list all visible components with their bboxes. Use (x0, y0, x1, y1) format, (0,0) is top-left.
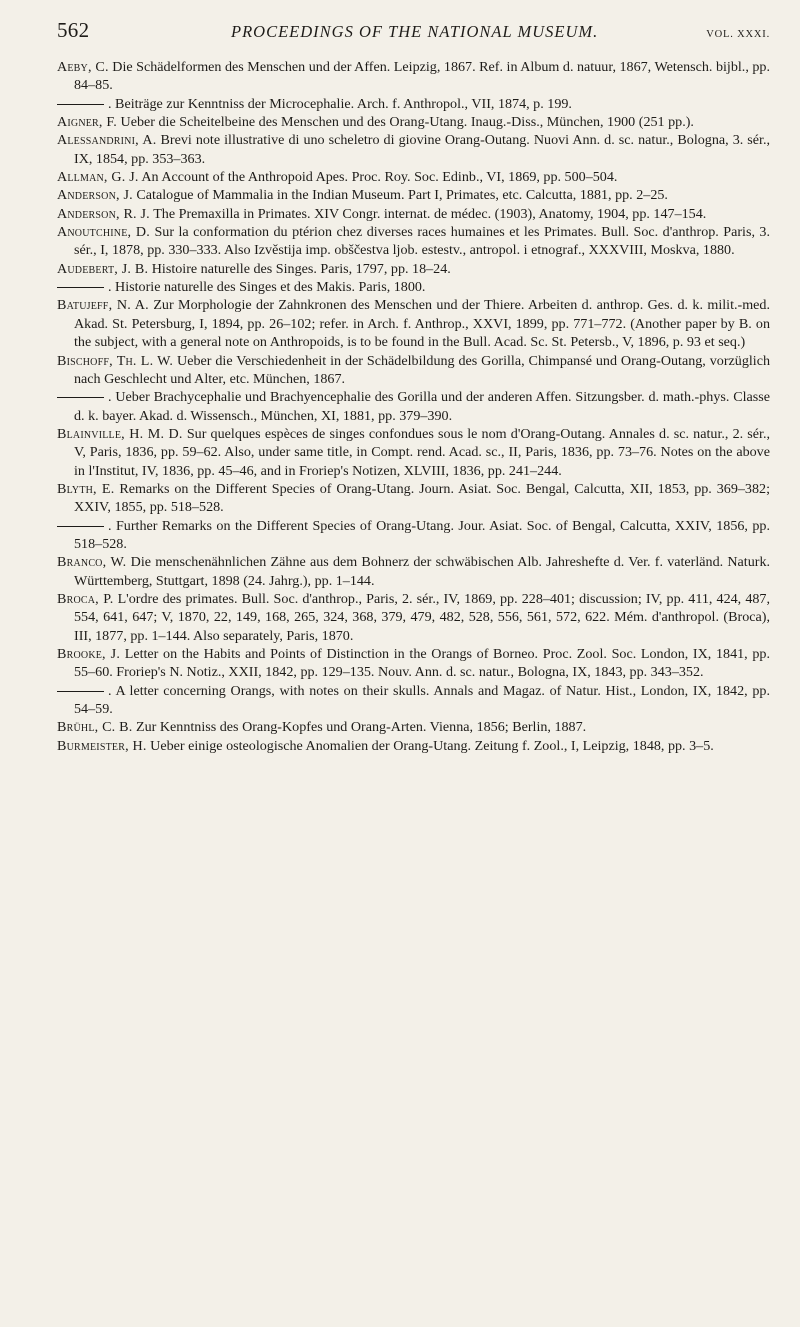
ditto-dash (57, 691, 104, 692)
bibliography-entry (57, 718, 770, 736)
entry-text: Catalogue of Mammalia in the Indian Museum. Part I, Primates, etc. Calcutta, 1881, pp. 2–25. (136, 187, 668, 204)
bibliography-entry (57, 645, 770, 682)
entry-text: Ueber einige osteologische Anomalien der Orang-Utang. Zeitung f. Zool., I, Leipzig, 1848, pp. 3–5. (150, 737, 714, 754)
entry-text: Historie naturelle des Singes et des Makis. Paris, 1800. (115, 279, 426, 296)
bibliography-entry: . Historie naturelle des Singes et des Makis. Paris, 1800. (57, 278, 770, 296)
entry-author: Batujeff, N. A. (57, 297, 149, 314)
entry-text: An Account of the Anthropoid Apes. Proc. Roy. Soc. Edinb., VI, 1869, pp. 500–504. (141, 169, 618, 186)
entry-text: Brevi note illustrative di uno scheletro di giovine Orang-Outang. Nuovi Ann. d. sc. natur., Bologna, 3. sér., IX, 1854, pp. 353–363. (74, 132, 771, 167)
volume-label: VOL. XXXI. (706, 29, 770, 40)
entry-text: Beiträge zur Kenntniss der Microcephalie. Arch. f. Anthropol., VII, 1874, p. 199. (115, 95, 572, 112)
bibliography-entry (57, 590, 770, 645)
ditto-dash (57, 287, 104, 288)
entry-text: Further Remarks on the Different Species of Orang-Utang. Jour. Asiat. Soc. of Bengal, Calcutta, XXIV, 1856, pp. 518–528. (74, 517, 771, 552)
running-title: PROCEEDINGS OF THE NATIONAL MUSEUM. (231, 22, 599, 41)
bibliography-entry (57, 131, 770, 168)
bibliography-entry (57, 352, 770, 389)
entry-author: Broca, P. (57, 590, 114, 607)
entry-author: Audebert, J. B. (57, 260, 149, 277)
entry-text: Histoire naturelle des Singes. Paris, 1797, pp. 18–24. (151, 260, 451, 277)
entry-author: Brühl, C. B. (57, 719, 133, 736)
entry-text: Die Schädelformen des Menschen und der Affen. Leipzig, 1867. Ref. in Album d. natuur, 1867, Wetensch. bijbl., pp. 84–85. (74, 59, 770, 94)
bibliography-entry (57, 113, 770, 131)
bibliography-entry (57, 425, 770, 480)
entry-author: Bischoff, Th. L. W. (57, 352, 174, 369)
running-header (57, 18, 770, 56)
entry-author: Anderson, J. (57, 187, 133, 204)
entry-text: Die menschenähnlichen Zähne aus dem Bohnerz der schwäbischen Alb. Jahreshefte d. Ver. f. vaterländ. Naturk. Württemberg, Stuttgart, 1898 (24. Jahrg.), pp. 1–144. (74, 554, 771, 589)
bibliography-entry (57, 205, 770, 223)
bibliography-entry: . Further Remarks on the Different Species of Orang-Utang. Jour. Asiat. Soc. of Bengal, Calcutta, XXIV, 1856, pp. 518–528. (57, 517, 770, 554)
bibliography-entry: . Ueber Brachycephalie und Brachyencephalie des Gorilla und der anderen Affen. Sitzungsber. d. math.-phys. Classe d. k. bayer. Akad. d. Wissensch., München, XI, 1881, pp. 379–390. (57, 388, 770, 425)
bibliography-entry (57, 480, 770, 517)
bibliography-entry: . Beiträge zur Kenntniss der Microcephalie. Arch. f. Anthropol., VII, 1874, p. 199. (57, 95, 770, 113)
bibliography-entry (57, 58, 770, 95)
entry-text: Ueber die Scheitelbeine des Menschen und des Orang-Utang. Inaug.-Diss., München, 1900 (251 pp.). (120, 114, 694, 131)
entry-text: Ueber Brachycephalie und Brachyencephalie des Gorilla und der anderen Affen. Sitzungsber. d. math.-phys. Classe d. k. bayer. Akad. d. Wissensch., München, XI, 1881, pp. 379–390. (74, 389, 771, 424)
bibliography-entry (57, 553, 770, 590)
bibliography-entry (57, 168, 770, 186)
entry-author: Allman, G. J. (57, 169, 139, 186)
bibliography-entry (57, 296, 770, 351)
bibliography-entry (57, 223, 770, 260)
entry-text: Letter on the Habits and Points of Distinction in the Orangs of Borneo. Proc. Zool. Soc. London, IX, 1841, pp. 55–60. Froriep's N. Notiz., XXII, 1842, pp. 129–135. Nouv. Ann. d. sc. natur., Bologna, IX, 1843, pp. 343–352. (74, 646, 770, 681)
bibliography-list (57, 58, 770, 755)
entry-author: Anoutchine, D. (57, 224, 150, 241)
entry-author: Alessandrini, A. (57, 132, 157, 149)
entry-author: Aeby, C. (57, 59, 109, 75)
entry-author: Brooke, J. (57, 646, 121, 662)
bibliography-entry (57, 186, 770, 204)
entry-text: Zur Kenntniss des Orang-Kopfes und Orang-Arten. Vienna, 1856; Berlin, 1887. (135, 719, 587, 736)
ditto-dash (57, 397, 104, 398)
bibliography-entry: . A letter concerning Orangs, with notes on their skulls. Annals and Magaz. of Natur. Hist., London, IX, 1842, pp. 54–59. (57, 682, 770, 719)
entry-text: A letter concerning Orangs, with notes on their skulls. Annals and Magaz. of Natur. Hist., London, IX, 1842, pp. 54–59. (74, 682, 770, 718)
entry-text: The Premaxilla in Primates. XIV Congr. internat. de médec. (1903), Anatomy, 1904, pp. 147–154. (153, 205, 707, 222)
entry-author: Anderson, R. J. (57, 205, 150, 222)
entry-author: Blainville, H. M. D. (57, 425, 183, 442)
entry-text: Sur la conformation du ptérion chez diverses races humaines et les Primates. Bull. Soc. d'anthrop. Paris, 3. sér., I, 1878, pp. 330–333. Also Izvěstija imp. obščestva ljob. estestv., antropol. i etnograf., XXXVIII, Moskva, 1880. (74, 224, 771, 259)
entry-text: L'ordre des primates. Bull. Soc. d'anthrop., Paris, 2. sér., IV, 1869, pp. 228–401; discussion; IV, pp. 411, 424, 487, 554, 641, 647; V, 1870, 22, 149, 168, 265, 324, 368, 379, 479, 482, 528, 556, 561, 572, 622. Mém. d'anthropol. (Broca), III, 1877, pp. 1–144. Also separately, Paris, 1870. (74, 590, 770, 644)
entry-author: Blyth, E. (57, 480, 115, 497)
page-number: 562 (57, 18, 90, 42)
entry-text: Zur Morphologie der Zahnkronen des Menschen und der Thiere. Arbeiten d. anthrop. Ges. d. k. milit.-med. Akad. St. Petersburg, I, 1894, pp. 26–102; refer. in Arch. f. Anthrop., XXVI, 1899, pp. 771–772. (Another paper by B. on the subject, with a general note on Anthropoids, is to be found in the Bull. Acad. Sc. St. Petersb., V, 1896, p. 93 et seq.) (74, 297, 770, 351)
entry-author: Aigner, F. (57, 114, 118, 131)
entry-text: Remarks on the Different Species of Orang-Utang. Journ. Asiat. Soc. Bengal, Calcutta, XII, 1853, pp. 369–382; XXIV, 1855, pp. 518–528. (74, 480, 770, 516)
entry-author: Branco, W. (57, 554, 127, 571)
entry-author: Burmeister, H. (57, 737, 147, 754)
bibliography-entry (57, 737, 770, 755)
entry-text: Ueber die Verschiedenheit in der Schädelbildung des Gorilla, Chimpansé und Orang-Outang, vorzüglich nach Geschlecht und Alter, etc. München, 1867. (74, 352, 771, 387)
ditto-dash (57, 104, 104, 105)
entry-text: Sur quelques espèces de singes confondues sous le nom d'Orang-Outang. Annales d. sc. natur., 2. sér., V, Paris, 1836, pp. 59–62. Also, under same title, in Compt. rend. Acad. sc., II, Paris, 1836, pp. 73–76. Notes on the above in l'Institut, IV, 1836, pp. 45–46, and in Froriep's Notizen, XLVIII, 1836, pp. 241–244. (74, 425, 771, 479)
bibliography-entry (57, 260, 770, 278)
ditto-dash (57, 526, 104, 527)
